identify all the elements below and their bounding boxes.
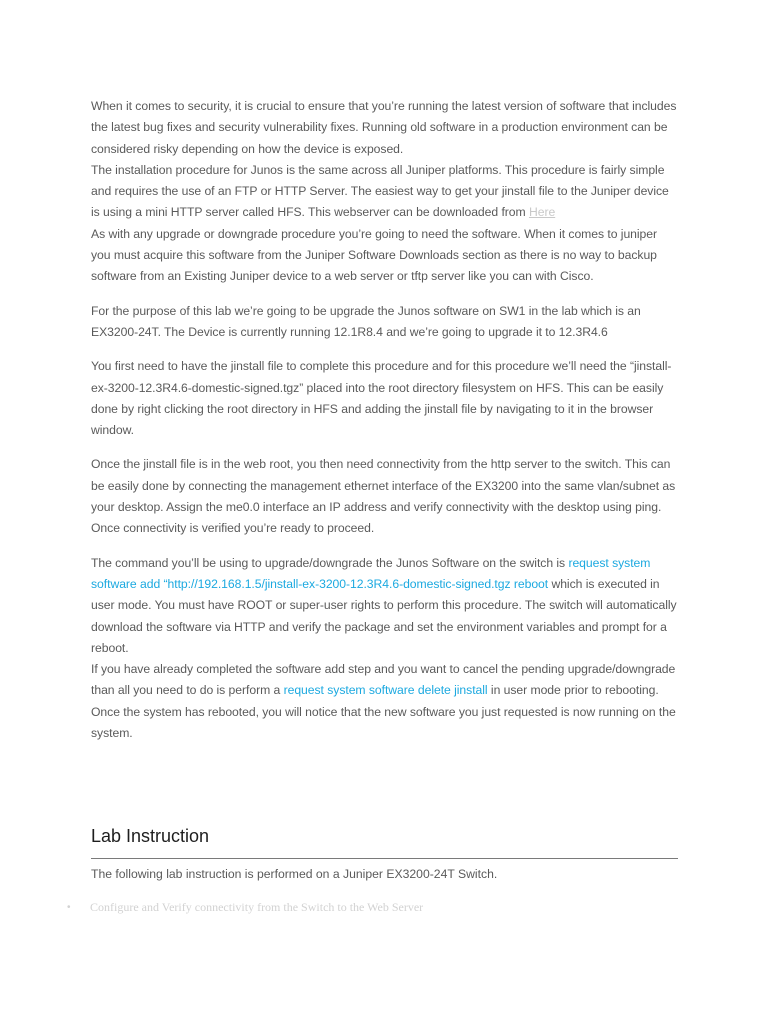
text-cancel-details: in user mode prior to rebooting. bbox=[487, 683, 659, 698]
paragraph-jinstall-file: You first need to have the jinstall file to complete this procedure and for this procedure we’ll need the “jinstall-ex-3200-12.3R4.6-domestic-signed.tgz” placed into the root directory filesystem on HFS. This can be easily done by right clicking the root directory in HFS and adding the jinstall file by navigating to it in the browser window. bbox=[91, 359, 672, 438]
command-software-add: request system software add “http://192.168.1.5/jinstall-ex-3200-12.3R4.6-domestic-signed.tgz reboot bbox=[91, 555, 651, 591]
paragraph-security-intro bbox=[91, 96, 679, 288]
hfs-download-link[interactable]: Here bbox=[528, 205, 556, 220]
paragraph-connectivity: Once the jinstall file is in the web root, you then need connectivity from the http server to the switch. This can be easily done by connecting the management ethernet interface of the EX3200 into the same vlan/subnet as your desktop. Assign the me0.0 interface an IP address and verify connectivity with the desktop using ping. Once connectivity is verified you’re ready to proceed. bbox=[91, 457, 676, 536]
text-cancel-intro: If you have already completed the software add step and you want to cancel the pending upgrade/downgrade than all you need to do is perform a bbox=[91, 662, 676, 698]
lab-intro-text: The following lab instruction is performed on a Juniper EX3200-24T Switch. bbox=[91, 867, 498, 881]
command-software-delete: request system software delete jinstall bbox=[283, 683, 488, 698]
paragraph-upgrade-command bbox=[91, 553, 679, 745]
paragraph-lab-purpose: For the purpose of this lab we’re going to be upgrade the Junos software on SW1 in the lab which is an EX3200-24T. The Device is currently running 12.1R8.4 and we’re going to upgrade it to 12.3R4.6 bbox=[91, 303, 641, 339]
text-reboot-result: Once the system has rebooted, you will notice that the new software you just requested is now running on the system. bbox=[91, 704, 676, 741]
text-security-intro: When it comes to security, it is crucial to ensure that you’re running the latest version of software that includes the latest bug fixes and security vulnerability fixes. Running old software in a production environment can be considered risky depending on how the device is exposed. bbox=[91, 99, 677, 156]
article-body bbox=[91, 96, 679, 744]
text-command-details: which is executed in user mode. You must have ROOT or super-user rights to perform this procedure. The switch will automatically download the software via HTTP and verify the package and set the environment variables and prompt for a reboot. bbox=[91, 576, 677, 655]
text-installation-procedure: The installation procedure for Junos is the same across all Juniper platforms. This procedure is fairly simple and requires the use of an FTP or HTTP Server. The easiest way to get your jinstall file to the Juniper device is using a mini HTTP server called HFS. This webserver can be downloaded from bbox=[91, 162, 669, 220]
text-software-acquisition: As with any upgrade or downgrade procedure you’re going to need the software. When it comes to juniper you must acquire this software from the Juniper Software Downloads section as there is no way to backup software from an Existing Juniper device to a web server or tftp server like you can with Cisco. bbox=[91, 226, 658, 284]
bullet-icon: • bbox=[67, 902, 71, 913]
heading-divider bbox=[91, 858, 678, 859]
text-command-intro: The command you’ll be using to upgrade/downgrade the Junos Software on the switch is bbox=[91, 555, 569, 570]
lab-steps-list bbox=[0, 897, 423, 918]
list-item bbox=[0, 897, 423, 918]
lab-instruction-heading: Lab Instruction bbox=[91, 826, 210, 846]
lab-step-text: Configure and Verify connectivity from the Switch to the Web Server bbox=[90, 900, 424, 914]
